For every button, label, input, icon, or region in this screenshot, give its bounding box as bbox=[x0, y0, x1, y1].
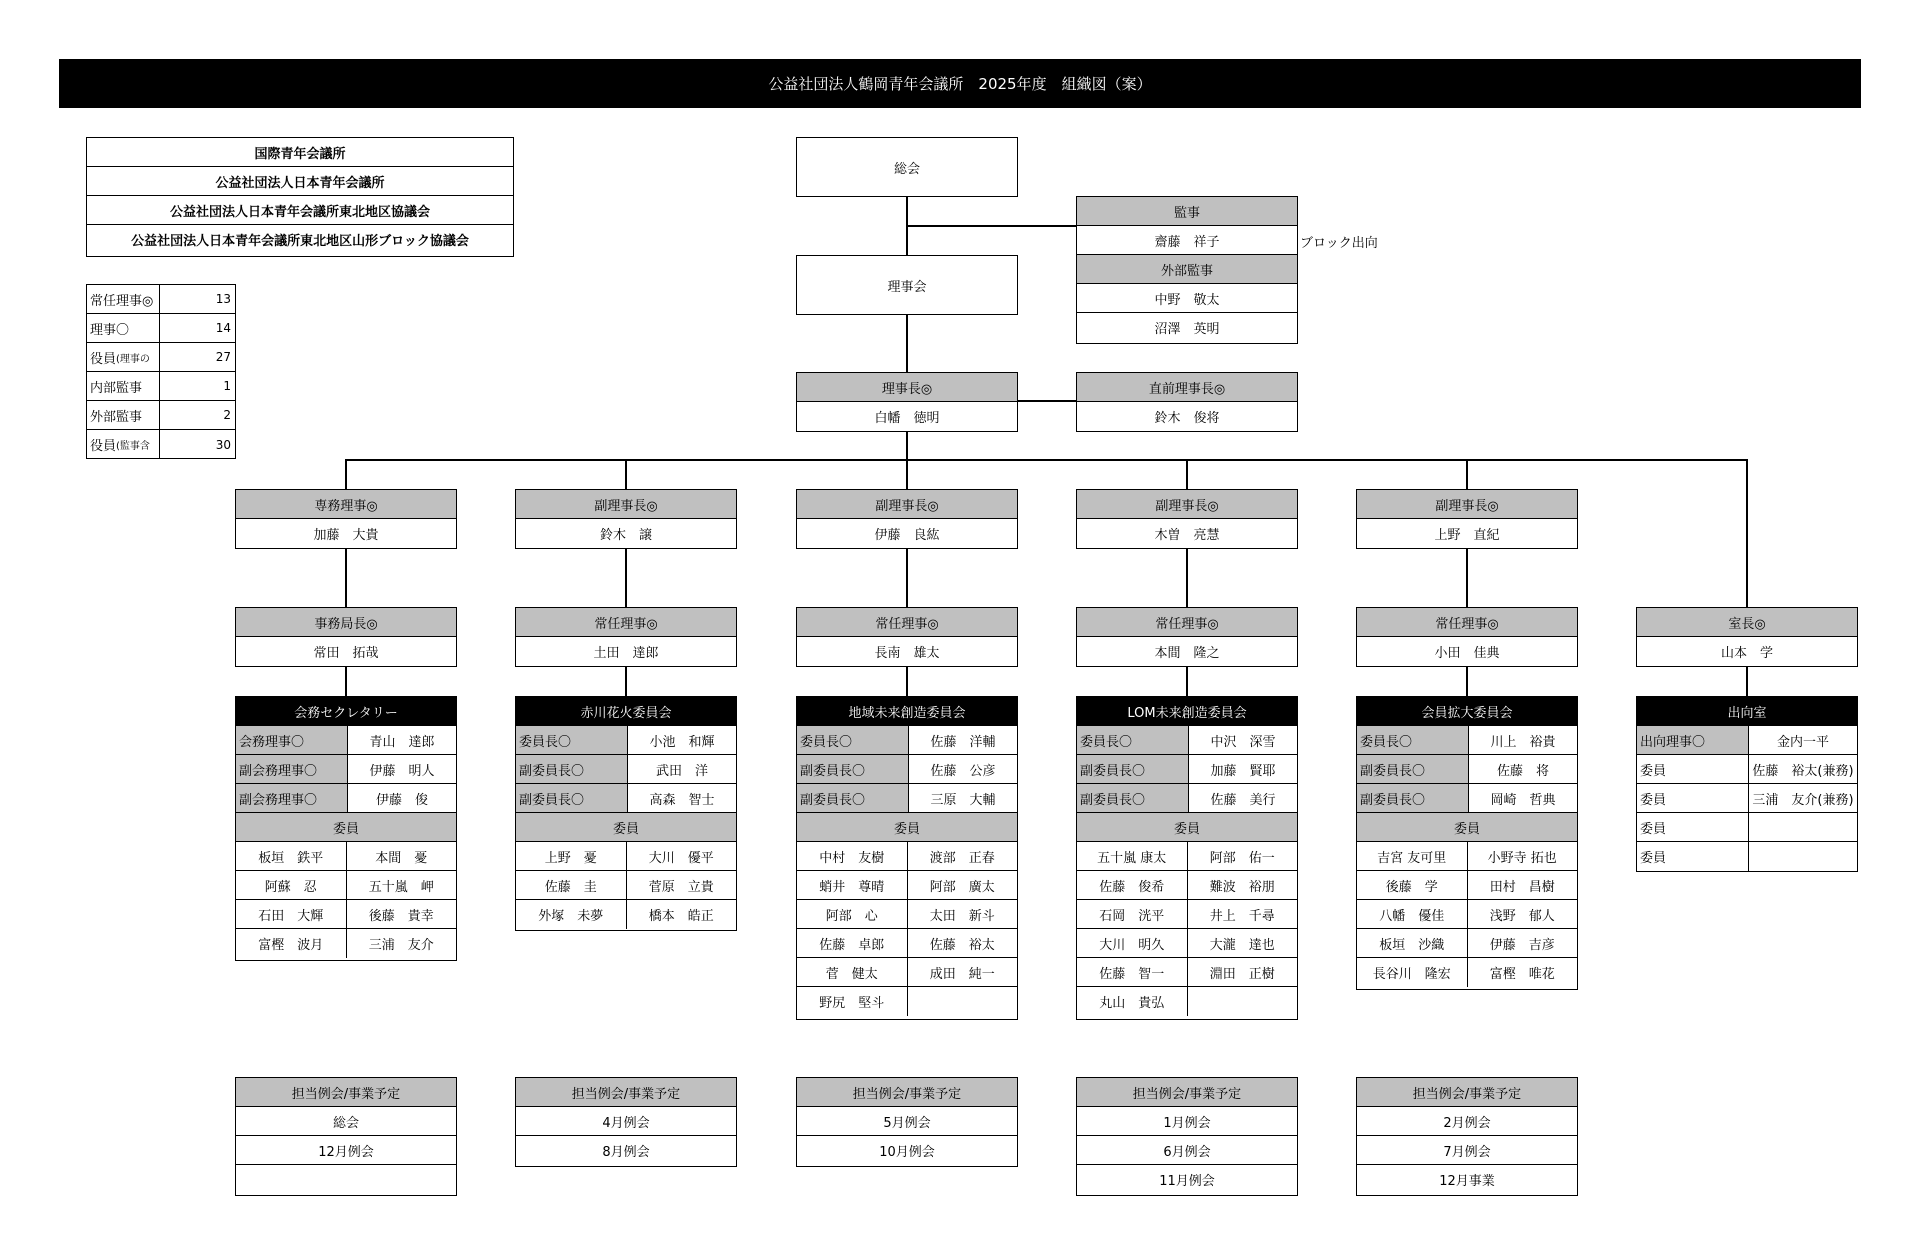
connector-line bbox=[345, 666, 347, 696]
member-name: 佐藤 裕太 bbox=[929, 937, 995, 953]
member-row bbox=[1357, 842, 1577, 871]
auditor-box bbox=[1076, 196, 1298, 344]
member-row bbox=[1357, 871, 1577, 900]
member-row bbox=[1077, 929, 1297, 958]
committee-box bbox=[1076, 696, 1298, 1020]
member-name: 武田 洋 bbox=[628, 755, 736, 783]
events-title: 担当例会/事業予定 bbox=[236, 1078, 456, 1107]
member-name: 五十嵐 岬 bbox=[368, 879, 434, 895]
officer-name: 常田 拓哉 bbox=[313, 646, 379, 661]
member-name: 難波 裕朋 bbox=[1209, 879, 1275, 895]
committee-leader-row bbox=[516, 755, 736, 784]
role-label: 副委員長〇 bbox=[797, 784, 909, 812]
role-label: 副委員長〇 bbox=[797, 755, 909, 783]
member-name: 石田 大輝 bbox=[236, 900, 347, 928]
member-name: 本間 憂 bbox=[375, 850, 428, 866]
member-row bbox=[516, 842, 736, 871]
member-name: 菅原 立貴 bbox=[648, 879, 714, 895]
connector-line bbox=[625, 666, 627, 696]
auditor-title: 監事 bbox=[1077, 197, 1297, 226]
committee-leader-row bbox=[236, 784, 456, 813]
previous-president-title: 直前理事長◎ bbox=[1077, 373, 1297, 402]
member-row bbox=[516, 871, 736, 900]
events-box bbox=[515, 1077, 737, 1167]
member-name: 成田 純一 bbox=[929, 966, 995, 982]
board-label: 理事会 bbox=[887, 279, 927, 295]
member-name: 淵田 正樹 bbox=[1209, 966, 1275, 982]
connector-line bbox=[345, 459, 1748, 461]
member-name: 蛸井 尊晴 bbox=[797, 871, 908, 899]
event-item: 12月事業 bbox=[1439, 1174, 1495, 1189]
member-name: 三浦 友介 bbox=[368, 938, 434, 953]
member-name: 後藤 貴幸 bbox=[368, 908, 434, 924]
role-label: 委員 bbox=[1637, 842, 1749, 871]
member-row bbox=[236, 842, 456, 871]
connector-line bbox=[906, 314, 908, 372]
director-box bbox=[1356, 607, 1578, 667]
dispatch-row bbox=[1637, 842, 1857, 871]
auditor-name: 齋藤 祥子 bbox=[1077, 226, 1297, 255]
role-label: 出向理事〇 bbox=[1637, 726, 1749, 754]
stats-row bbox=[87, 430, 235, 459]
member-name bbox=[1749, 842, 1857, 871]
member-row bbox=[236, 900, 456, 929]
connector-line bbox=[1466, 459, 1468, 489]
member-name: 伊藤 吉彦 bbox=[1489, 937, 1555, 953]
member-name: 高森 智士 bbox=[628, 784, 736, 812]
role-label: 副委員長〇 bbox=[1077, 784, 1189, 812]
committee-leader-row bbox=[797, 755, 1017, 784]
president-name: 白幡 徳明 bbox=[874, 411, 940, 426]
event-item: 12月例会 bbox=[236, 1136, 456, 1165]
member-name: 富樫 唯花 bbox=[1489, 967, 1555, 982]
member-name: 佐藤 洋輔 bbox=[909, 726, 1017, 754]
stats-value: 27 bbox=[215, 350, 231, 364]
connector-line bbox=[345, 548, 347, 607]
member-name: 丸山 貴弘 bbox=[1077, 987, 1188, 1016]
connector-line bbox=[906, 459, 908, 489]
member-name: 吉宮 友可里 bbox=[1357, 842, 1468, 870]
vice-president-box bbox=[515, 489, 737, 549]
general-assembly-label: 総会 bbox=[893, 161, 920, 177]
stats-value: 1 bbox=[223, 379, 231, 393]
committee-leader-row bbox=[797, 784, 1017, 813]
connector-line bbox=[1466, 666, 1468, 696]
committee-box bbox=[235, 696, 457, 961]
dispatch-row bbox=[1637, 813, 1857, 842]
stats-value: 2 bbox=[223, 408, 231, 422]
officer-name: 山本 学 bbox=[1720, 646, 1773, 661]
members-header: 委員 bbox=[1077, 813, 1297, 842]
role-label: 委員 bbox=[1637, 784, 1749, 812]
event-item: 10月例会 bbox=[879, 1145, 935, 1160]
connector-line bbox=[1746, 666, 1748, 696]
member-name: 渡部 正春 bbox=[929, 850, 995, 866]
event-item: 11月例会 bbox=[1159, 1174, 1215, 1189]
dispatch-row bbox=[1637, 726, 1857, 755]
committee-box bbox=[515, 696, 737, 931]
role-label: 副委員長〇 bbox=[516, 784, 628, 812]
connector-line bbox=[1466, 548, 1468, 607]
members-header: 委員 bbox=[236, 813, 456, 842]
event-item: 4月例会 bbox=[516, 1107, 736, 1136]
officer-title: 常任理事◎ bbox=[1077, 608, 1297, 637]
member-name: 石岡 洸平 bbox=[1077, 900, 1188, 928]
role-label: 委員 bbox=[1637, 755, 1749, 783]
member-row bbox=[1077, 842, 1297, 871]
president-title: 理事長◎ bbox=[797, 373, 1017, 402]
member-stats-table bbox=[86, 284, 236, 459]
event-item: 8月例会 bbox=[602, 1145, 650, 1160]
role-label: 委員長〇 bbox=[797, 726, 909, 754]
committee-leader-row bbox=[1077, 784, 1297, 813]
officer-name: 加藤 大貴 bbox=[313, 528, 379, 543]
member-row bbox=[797, 929, 1017, 958]
member-row bbox=[1357, 929, 1577, 958]
connector-line bbox=[1186, 548, 1188, 607]
stats-row bbox=[87, 401, 235, 430]
officer-name: 小田 佳典 bbox=[1434, 646, 1500, 661]
president-box bbox=[796, 372, 1018, 432]
director-box bbox=[796, 607, 1018, 667]
member-name: 上野 憂 bbox=[516, 842, 627, 870]
connector-line bbox=[625, 459, 627, 489]
member-name: 佐藤 卓郎 bbox=[797, 929, 908, 957]
member-name bbox=[1749, 813, 1857, 841]
affiliation-item: 公益社団法人日本青年会議所東北地区協議会 bbox=[87, 196, 513, 225]
member-name: 加藤 賢耶 bbox=[1189, 755, 1297, 783]
stats-label: 外部監事 bbox=[87, 401, 160, 429]
member-name: 八幡 優佳 bbox=[1357, 900, 1468, 928]
member-name: 佐藤 裕太(兼務) bbox=[1752, 763, 1854, 779]
member-name: 後藤 学 bbox=[1357, 871, 1468, 899]
member-name: 佐藤 将 bbox=[1469, 755, 1577, 783]
member-name: 五十嵐 康太 bbox=[1077, 842, 1188, 870]
committee-leader-row bbox=[236, 755, 456, 784]
role-label: 副委員長〇 bbox=[1077, 755, 1189, 783]
event-item: 2月例会 bbox=[1357, 1107, 1577, 1136]
event-item: 5月例会 bbox=[797, 1107, 1017, 1136]
stats-label: 常任理事◎ bbox=[87, 285, 160, 313]
vice-president-box bbox=[1356, 489, 1578, 549]
events-box bbox=[1076, 1077, 1298, 1196]
role-label: 委員長〇 bbox=[1077, 726, 1189, 754]
committee-name: 赤川花火委員会 bbox=[516, 697, 736, 726]
member-name: 大川 明久 bbox=[1077, 929, 1188, 957]
members-header: 委員 bbox=[1357, 813, 1577, 842]
member-name bbox=[908, 987, 1018, 1016]
connector-line bbox=[906, 548, 908, 607]
connector-line bbox=[1186, 459, 1188, 489]
stats-label: 内部監事 bbox=[87, 372, 160, 400]
committee-leader-row bbox=[1357, 726, 1577, 755]
committee-leader-row bbox=[516, 784, 736, 813]
member-name: 長谷川 隆宏 bbox=[1357, 958, 1468, 987]
role-label: 副会務理事〇 bbox=[236, 755, 348, 783]
stats-row bbox=[87, 372, 235, 401]
member-name: 佐藤 圭 bbox=[516, 871, 627, 899]
committee-leader-row bbox=[1077, 755, 1297, 784]
committee-name: 出向室 bbox=[1637, 697, 1857, 726]
stats-label: 理事〇 bbox=[87, 314, 160, 342]
events-box bbox=[796, 1077, 1018, 1167]
events-title: 担当例会/事業予定 bbox=[516, 1078, 736, 1107]
member-name: 阿部 佑一 bbox=[1209, 850, 1275, 866]
director-box bbox=[515, 607, 737, 667]
committee-box bbox=[796, 696, 1018, 1020]
committee-leader-row bbox=[516, 726, 736, 755]
member-row bbox=[1077, 900, 1297, 929]
connector-line bbox=[1016, 400, 1076, 402]
member-name: 佐藤 俊希 bbox=[1077, 871, 1188, 899]
role-label: 会務理事〇 bbox=[236, 726, 348, 754]
stats-row bbox=[87, 314, 235, 343]
member-name: 佐藤 智一 bbox=[1077, 958, 1188, 986]
member-name bbox=[1188, 987, 1298, 1016]
board-box bbox=[796, 255, 1018, 315]
member-name: 田村 昌樹 bbox=[1489, 879, 1555, 895]
role-label: 副委員長〇 bbox=[516, 755, 628, 783]
connector-line bbox=[906, 666, 908, 696]
member-name: 野尻 堅斗 bbox=[797, 987, 908, 1016]
events-title: 担当例会/事業予定 bbox=[1077, 1078, 1297, 1107]
officer-name: 本間 隆之 bbox=[1154, 646, 1220, 661]
committee-leader-row bbox=[1357, 784, 1577, 813]
member-name: 中沢 深雪 bbox=[1189, 726, 1297, 754]
officer-title: 常任理事◎ bbox=[516, 608, 736, 637]
events-box bbox=[235, 1077, 457, 1196]
committee-leader-row bbox=[1357, 755, 1577, 784]
event-item: 7月例会 bbox=[1357, 1136, 1577, 1165]
member-name: 佐藤 美行 bbox=[1189, 784, 1297, 812]
event-item: 1月例会 bbox=[1077, 1107, 1297, 1136]
member-row bbox=[797, 900, 1017, 929]
member-name: 板垣 鉄平 bbox=[236, 842, 347, 870]
affiliation-list bbox=[86, 137, 514, 257]
vice-president-box bbox=[1076, 489, 1298, 549]
officer-name: 伊藤 良紘 bbox=[874, 528, 940, 543]
dispatch-office-box bbox=[1636, 696, 1858, 872]
member-name: 大川 優平 bbox=[648, 850, 714, 866]
connector-line bbox=[1186, 666, 1188, 696]
stats-label: 役員 (監事含 bbox=[87, 430, 160, 459]
member-row bbox=[236, 929, 456, 958]
member-name: 三原 大輔 bbox=[909, 784, 1017, 812]
connector-line bbox=[906, 430, 908, 460]
member-name: 阿蘇 忍 bbox=[236, 871, 347, 899]
officer-title: 副理事長◎ bbox=[1077, 490, 1297, 519]
member-name: 太田 新斗 bbox=[929, 908, 995, 924]
block-dispatch-note: ブロック出向 bbox=[1300, 236, 1378, 251]
member-row bbox=[797, 987, 1017, 1016]
event-item bbox=[236, 1165, 456, 1194]
member-name: 富樫 波月 bbox=[236, 929, 347, 958]
member-row bbox=[1357, 958, 1577, 987]
events-title: 担当例会/事業予定 bbox=[797, 1078, 1017, 1107]
member-name: 小野寺 拓也 bbox=[1487, 850, 1557, 866]
role-label: 副委員長〇 bbox=[1357, 755, 1469, 783]
member-name: 井上 千尋 bbox=[1209, 908, 1275, 924]
member-name: 阿部 心 bbox=[797, 900, 908, 928]
committee-name: 地域未来創造委員会 bbox=[797, 697, 1017, 726]
role-label: 委員 bbox=[1637, 813, 1749, 841]
member-name: 金内一平 bbox=[1776, 734, 1829, 750]
dispatch-row bbox=[1637, 784, 1857, 813]
vice-president-box bbox=[235, 489, 457, 549]
member-name: 中村 友樹 bbox=[797, 842, 908, 870]
page-title: 公益社団法人鶴岡青年会議所 2025年度 組織図（案） bbox=[59, 59, 1861, 108]
officer-title: 常任理事◎ bbox=[797, 608, 1017, 637]
director-box bbox=[1076, 607, 1298, 667]
previous-president-name: 鈴木 俊将 bbox=[1154, 411, 1220, 426]
member-name: 阿部 廣太 bbox=[929, 879, 995, 895]
officer-title: 専務理事◎ bbox=[236, 490, 456, 519]
member-name: 三浦 友介(兼務) bbox=[1752, 792, 1854, 808]
member-row bbox=[1357, 900, 1577, 929]
officer-name: 土田 達郎 bbox=[593, 646, 659, 661]
external-auditor-name: 沼澤 英明 bbox=[1154, 321, 1220, 337]
affiliation-item: 公益社団法人日本青年会議所東北地区山形ブロック協議会 bbox=[131, 234, 469, 249]
connector-line bbox=[1746, 459, 1748, 607]
vice-president-box bbox=[796, 489, 1018, 549]
member-name: 佐藤 公彦 bbox=[909, 755, 1017, 783]
officer-title: 副理事長◎ bbox=[797, 490, 1017, 519]
officer-title: 室長◎ bbox=[1637, 608, 1857, 637]
stats-label: 役員 (理事の bbox=[87, 343, 160, 371]
officer-title: 副理事長◎ bbox=[1357, 490, 1577, 519]
member-row bbox=[797, 871, 1017, 900]
committee-leader-row bbox=[236, 726, 456, 755]
committee-box bbox=[1356, 696, 1578, 990]
dispatch-row bbox=[1637, 755, 1857, 784]
role-label: 副委員長〇 bbox=[1357, 784, 1469, 812]
member-name: 菅 健太 bbox=[797, 958, 908, 986]
committee-leader-row bbox=[797, 726, 1017, 755]
member-row bbox=[1077, 987, 1297, 1016]
events-box bbox=[1356, 1077, 1578, 1196]
role-label: 委員長〇 bbox=[516, 726, 628, 754]
officer-title: 事務局長◎ bbox=[236, 608, 456, 637]
member-name: 外塚 未夢 bbox=[516, 900, 627, 929]
member-row bbox=[1077, 958, 1297, 987]
stats-value: 30 bbox=[215, 437, 231, 452]
members-header: 委員 bbox=[516, 813, 736, 842]
stats-row bbox=[87, 343, 235, 372]
events-title: 担当例会/事業予定 bbox=[1357, 1078, 1577, 1107]
officer-name: 上野 直紀 bbox=[1434, 528, 1500, 543]
officer-name: 木曽 亮慧 bbox=[1154, 528, 1220, 543]
member-name: 伊藤 俊 bbox=[348, 784, 456, 812]
office-chief-box bbox=[1636, 607, 1858, 667]
stats-value: 14 bbox=[215, 321, 231, 335]
committee-leader-row bbox=[1077, 726, 1297, 755]
affiliation-item: 公益社団法人日本青年会議所 bbox=[87, 167, 513, 196]
role-label: 副会務理事〇 bbox=[236, 784, 348, 812]
committee-name: LOM未来創造委員会 bbox=[1077, 697, 1297, 726]
member-row bbox=[516, 900, 736, 929]
member-name: 小池 和輝 bbox=[628, 726, 736, 754]
role-label: 委員長〇 bbox=[1357, 726, 1469, 754]
external-auditor-title: 外部監事 bbox=[1077, 255, 1297, 284]
member-row bbox=[797, 842, 1017, 871]
committee-name: 会員拡大委員会 bbox=[1357, 697, 1577, 726]
stats-row bbox=[87, 285, 235, 314]
member-name: 大瀧 達也 bbox=[1209, 937, 1275, 953]
officer-title: 副理事長◎ bbox=[516, 490, 736, 519]
director-box bbox=[235, 607, 457, 667]
general-assembly-box bbox=[796, 137, 1018, 197]
officer-name: 長南 雄太 bbox=[874, 646, 940, 661]
connector-line bbox=[906, 225, 1076, 227]
member-name: 川上 裕貴 bbox=[1469, 726, 1577, 754]
connector-line bbox=[345, 459, 347, 489]
member-name: 伊藤 明人 bbox=[348, 755, 456, 783]
committee-name: 会務セクレタリー bbox=[236, 697, 456, 726]
stats-value: 13 bbox=[215, 292, 231, 306]
officer-name: 鈴木 譲 bbox=[599, 528, 652, 543]
member-name: 橋本 皓正 bbox=[648, 909, 714, 924]
affiliation-item: 国際青年会議所 bbox=[87, 138, 513, 167]
previous-president-box bbox=[1076, 372, 1298, 432]
members-header: 委員 bbox=[797, 813, 1017, 842]
member-name: 青山 達郎 bbox=[348, 726, 456, 754]
event-item: 総会 bbox=[236, 1107, 456, 1136]
member-row bbox=[236, 871, 456, 900]
member-row bbox=[797, 958, 1017, 987]
member-name: 岡崎 哲典 bbox=[1469, 784, 1577, 812]
member-row bbox=[1077, 871, 1297, 900]
member-name: 浅野 郁人 bbox=[1489, 908, 1555, 924]
member-name: 板垣 沙織 bbox=[1357, 929, 1468, 957]
officer-title: 常任理事◎ bbox=[1357, 608, 1577, 637]
event-item: 6月例会 bbox=[1077, 1136, 1297, 1165]
connector-line bbox=[625, 548, 627, 607]
external-auditor-name: 中野 敬太 bbox=[1077, 284, 1297, 313]
